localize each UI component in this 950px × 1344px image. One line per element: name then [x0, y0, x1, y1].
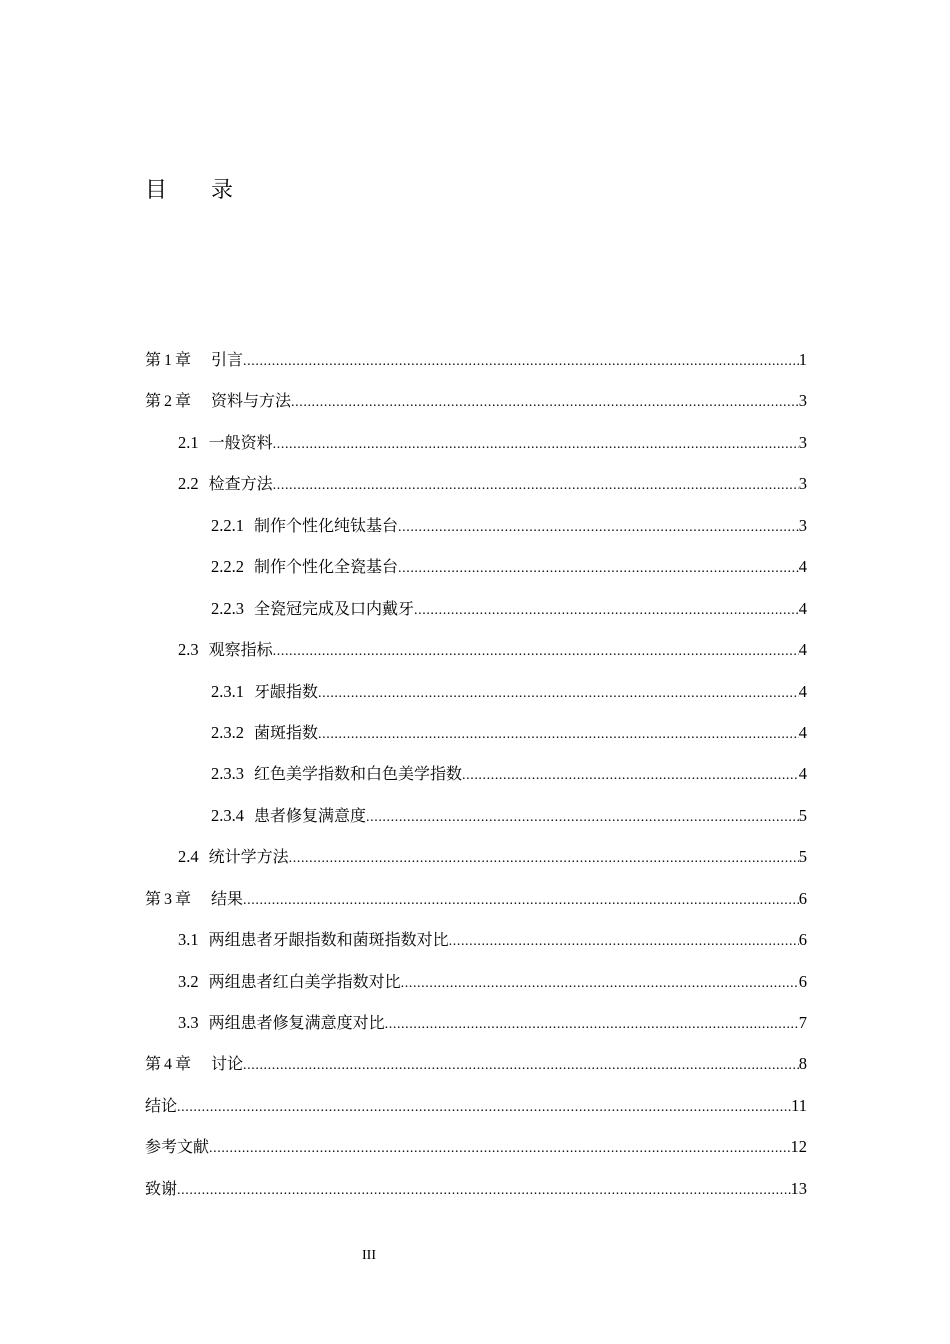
- toc-entry-title: 参考文献: [145, 1137, 210, 1157]
- toc-entry-title: 两组患者牙龈指数和菌斑指数对比: [208, 930, 449, 950]
- toc-entry-label: [178, 924, 449, 956]
- toc-entry[interactable]: [145, 1007, 807, 1048]
- page-title: [145, 176, 233, 206]
- toc-entry-label: [178, 468, 273, 500]
- toc-dot-leader: [366, 802, 799, 834]
- toc-entry-number: 2.3: [178, 640, 199, 660]
- toc-page-number: 5: [798, 847, 807, 867]
- toc-entry-number: 2.1: [178, 432, 199, 452]
- toc-page-number: 6: [798, 930, 807, 950]
- toc-entry-number: 2: [164, 393, 173, 411]
- toc-entry-number: 2.2: [178, 474, 199, 494]
- toc-entry[interactable]: [145, 385, 807, 426]
- toc-entry-label: [145, 1173, 177, 1205]
- toc-dot-leader: [398, 553, 799, 585]
- toc-entry-label: [178, 966, 401, 998]
- toc-entry-label: [211, 510, 398, 542]
- toc-entry[interactable]: [145, 1173, 807, 1214]
- toc-page-number: 3: [798, 515, 807, 535]
- toc-dot-leader: [177, 1175, 790, 1207]
- toc-entry-title: 两组患者红白美学指数对比: [208, 971, 401, 991]
- toc-entry-title: 统计学方法: [208, 847, 289, 867]
- toc-chapter-prefix: 第: [145, 888, 162, 908]
- toc-entry[interactable]: [145, 924, 807, 965]
- toc-chapter-suffix: 章: [175, 391, 192, 411]
- toc-entry-number: 3: [164, 890, 173, 908]
- toc-entry[interactable]: [145, 717, 807, 758]
- toc-entry-label: [211, 758, 462, 790]
- toc-dot-leader: [385, 1009, 799, 1041]
- toc-entry-label: [145, 1090, 177, 1122]
- page-number: III: [362, 1248, 376, 1263]
- toc-page-number: 5: [798, 805, 807, 825]
- toc-entry[interactable]: [145, 883, 807, 924]
- toc-page-number: 6: [798, 971, 807, 991]
- toc-entry-number: 1: [164, 352, 173, 369]
- toc-dot-leader: [398, 512, 799, 544]
- toc-entry-label: [178, 1007, 385, 1039]
- toc-entry-label: [211, 717, 318, 749]
- toc-entry-label: [145, 1131, 209, 1163]
- toc-chapter-suffix: 章: [175, 350, 192, 369]
- toc-entry-label: [145, 1048, 243, 1081]
- toc-page-number: 3: [798, 391, 807, 411]
- toc-dot-leader: [243, 1050, 799, 1082]
- toc-page-number: 4: [798, 640, 807, 660]
- toc-entry-title: 红色美学指数和白色美学指数: [254, 764, 463, 784]
- toc-entry[interactable]: [145, 468, 807, 509]
- toc-entry-number: 2.4: [178, 847, 199, 867]
- toc-entry[interactable]: [145, 676, 807, 717]
- toc-entry-title: 致谢: [145, 1178, 178, 1198]
- toc-dot-leader: [401, 968, 799, 1000]
- toc-page-number: 3: [798, 432, 807, 452]
- toc-entry-title: 讨论: [211, 1054, 244, 1074]
- toc-entry-title: 制作个性化全瓷基台: [254, 557, 399, 577]
- toc-entry-title: 结果: [211, 888, 244, 908]
- toc-dot-leader: [243, 885, 799, 917]
- toc-entry-title: 资料与方法: [211, 391, 292, 411]
- toc-dot-leader: [414, 595, 799, 627]
- toc-entry-title: 两组患者修复满意度对比: [208, 1013, 385, 1032]
- toc-entry[interactable]: [145, 634, 807, 675]
- toc-entry-label: [211, 551, 398, 583]
- table-of-contents: [145, 344, 807, 1214]
- toc-entry-title: 检查方法: [208, 474, 273, 494]
- toc-page-number: 13: [790, 1178, 807, 1198]
- toc-page-number: 4: [798, 598, 807, 618]
- toc-dot-leader: [177, 1092, 791, 1124]
- toc-entry-title: 观察指标: [208, 640, 273, 660]
- toc-entry-label: [211, 593, 414, 625]
- toc-entry-number: 2.2.2: [211, 557, 244, 577]
- title-char-1: 目: [145, 178, 168, 203]
- toc-page-number: 12: [790, 1137, 807, 1157]
- toc-entry-title: 一般资料: [208, 432, 273, 452]
- toc-page-number: 7: [798, 1013, 807, 1032]
- toc-page-number: 4: [798, 681, 807, 701]
- toc-entry-number: 2.3.2: [211, 722, 244, 742]
- toc-dot-leader: [318, 678, 799, 710]
- toc-entry-number: 2.3.1: [211, 681, 244, 701]
- toc-page-number: 4: [798, 557, 807, 577]
- toc-entry[interactable]: [145, 841, 807, 882]
- toc-entry-number: 2.3.3: [211, 764, 244, 784]
- toc-entry-title: 引言: [211, 350, 244, 369]
- toc-chapter-suffix: 章: [175, 1054, 192, 1074]
- toc-entry-label: [211, 800, 366, 832]
- toc-dot-leader: [291, 387, 799, 419]
- toc-entry-number: 2.2.3: [211, 598, 244, 618]
- toc-entry-title: 制作个性化纯钛基台: [254, 515, 399, 535]
- toc-entry[interactable]: [145, 510, 807, 551]
- title-char-2: 录: [211, 178, 234, 203]
- toc-entry-title: 牙龈指数: [254, 681, 319, 701]
- toc-dot-leader: [243, 346, 799, 378]
- toc-chapter-prefix: 第: [145, 391, 162, 411]
- toc-entry-number: 3.1: [178, 930, 199, 950]
- toc-entry-label: [145, 344, 243, 377]
- toc-entry-title: 结论: [145, 1095, 178, 1115]
- toc-page-number: 3: [798, 474, 807, 494]
- toc-entry-title: 全瓷冠完成及口内戴牙: [254, 598, 415, 618]
- toc-dot-leader: [289, 843, 799, 875]
- toc-page-number: 6: [798, 888, 807, 908]
- toc-entry[interactable]: [145, 758, 807, 799]
- toc-entry[interactable]: [145, 1131, 807, 1172]
- toc-entry[interactable]: [145, 344, 807, 385]
- toc-entry-title: 患者修复满意度: [254, 805, 367, 825]
- toc-dot-leader: [273, 636, 799, 668]
- toc-entry-label: [211, 676, 318, 708]
- toc-entry[interactable]: [145, 1090, 807, 1131]
- toc-entry-label: [145, 385, 291, 418]
- toc-chapter-prefix: 第: [145, 350, 162, 369]
- toc-dot-leader: [318, 719, 799, 751]
- toc-entry-number: 3.2: [178, 971, 199, 991]
- toc-dot-leader: [449, 926, 799, 958]
- toc-entry[interactable]: [145, 427, 807, 468]
- toc-entry[interactable]: [145, 593, 807, 634]
- toc-dot-leader: [273, 470, 799, 502]
- toc-page-number: 8: [798, 1054, 807, 1074]
- toc-page-number: 1: [798, 350, 807, 369]
- toc-entry[interactable]: [145, 800, 807, 841]
- toc-entry-number: 3.3: [178, 1013, 199, 1032]
- toc-entry-label: [178, 634, 273, 666]
- toc-entry[interactable]: [145, 1048, 807, 1089]
- toc-page-number: 4: [798, 722, 807, 742]
- toc-entry-label: [178, 427, 273, 459]
- toc-dot-leader: [209, 1133, 790, 1165]
- toc-dot-leader: [462, 760, 799, 792]
- toc-page-number: 11: [791, 1095, 807, 1115]
- toc-entry[interactable]: [145, 551, 807, 592]
- toc-page-number: 4: [798, 764, 807, 784]
- toc-entry-number: 4: [164, 1056, 173, 1074]
- toc-entry[interactable]: [145, 966, 807, 1007]
- toc-entry-label: [145, 883, 243, 916]
- toc-dot-leader: [273, 429, 799, 461]
- toc-entry-label: [178, 841, 289, 873]
- toc-entry-number: 2.3.4: [211, 805, 244, 825]
- toc-entry-number: 2.2.1: [211, 515, 244, 535]
- toc-chapter-prefix: 第: [145, 1054, 162, 1074]
- toc-entry-title: 菌斑指数: [254, 722, 319, 742]
- toc-chapter-suffix: 章: [175, 888, 192, 908]
